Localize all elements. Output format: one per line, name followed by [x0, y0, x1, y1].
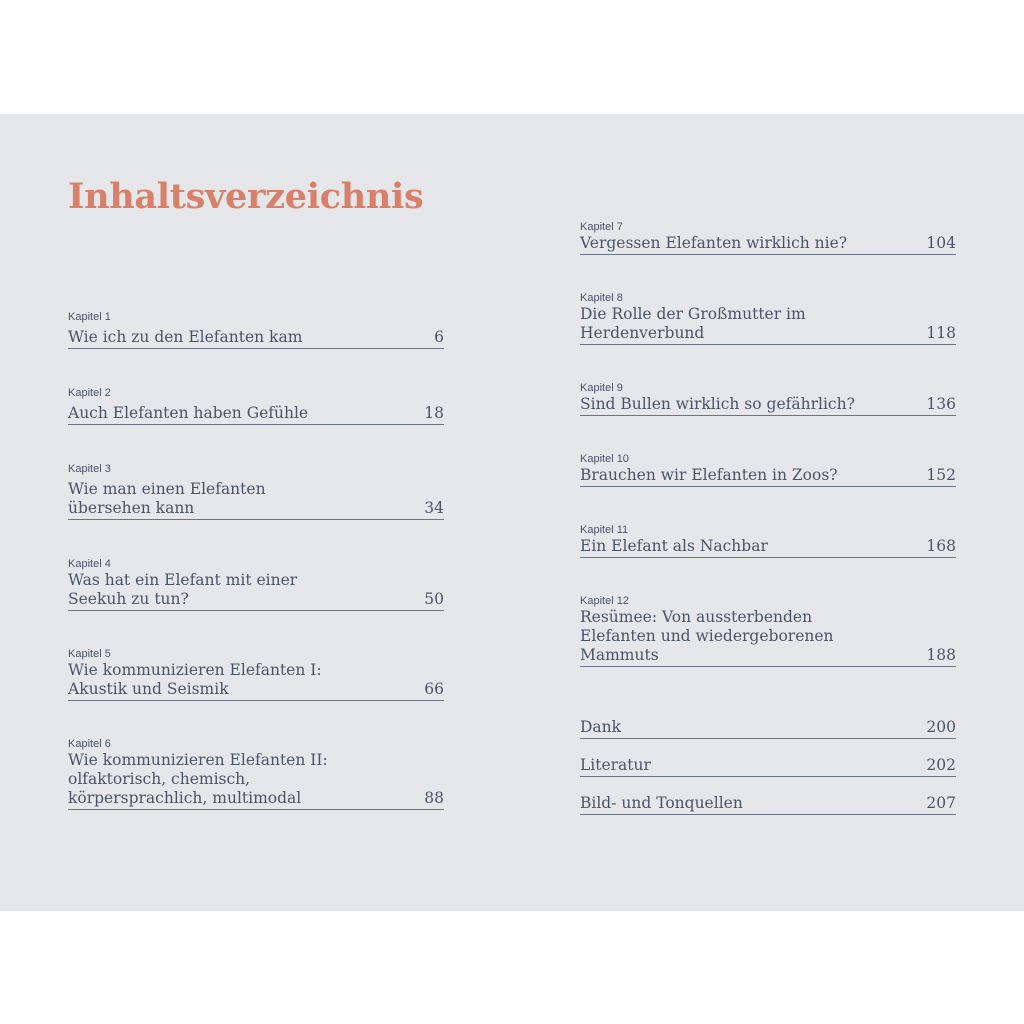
page-number: 152 [926, 466, 956, 484]
page-number: 202 [926, 756, 956, 774]
page-number: 118 [926, 324, 956, 342]
chapter-title: Sind Bullen wirklich so gefährlich? [580, 395, 855, 413]
chapter-label: Kapitel 2 [68, 387, 111, 399]
chapter-label: Kapitel 7 [580, 221, 623, 233]
chapter-title: Bild- und Tonquellen [580, 794, 743, 812]
toc-entry-bild-und-tonquellen[interactable] [580, 794, 956, 815]
toc-entry-literatur[interactable] [580, 756, 956, 777]
toc-entry-chapter-9[interactable] [580, 381, 956, 416]
page-number: 18 [424, 404, 444, 422]
toc-entry-chapter-6[interactable] [68, 737, 444, 810]
toc-entry-chapter-5[interactable] [68, 647, 444, 701]
page-number: 88 [424, 789, 444, 807]
chapter-title: Literatur [580, 756, 651, 774]
chapter-title: Ein Elefant als Nachbar [580, 537, 768, 555]
page-number: 6 [434, 328, 444, 346]
page-number: 200 [926, 718, 956, 736]
chapter-title: Wie man einen Elefanten übersehen kann [68, 480, 266, 517]
toc-entry-chapter-11[interactable] [580, 523, 956, 558]
chapter-label: Kapitel 5 [68, 648, 111, 660]
toc-entry-chapter-3[interactable] [68, 462, 444, 520]
chapter-label: Kapitel 3 [68, 463, 111, 475]
chapter-label: Kapitel 6 [68, 738, 111, 750]
toc-entry-chapter-7[interactable] [580, 220, 956, 255]
page-number: 188 [926, 646, 956, 664]
chapter-title: Auch Elefanten haben Gefühle [68, 404, 309, 422]
chapter-label: Kapitel 11 [580, 524, 629, 536]
toc-entry-chapter-4[interactable] [68, 557, 444, 611]
page-number: 168 [926, 537, 956, 555]
chapter-label: Kapitel 12 [580, 595, 629, 607]
chapter-title: Was hat ein Elefant mit einer Seekuh zu tun? [68, 571, 298, 608]
page-number: 50 [424, 590, 444, 608]
toc-entry-dank[interactable] [580, 718, 956, 739]
chapter-title: Resümee: Von aussterbenden Elefanten und wiedergeborenen Mammuts [580, 608, 834, 664]
chapter-label: Kapitel 8 [580, 292, 623, 304]
page-number: 66 [424, 680, 444, 698]
chapter-label: Kapitel 4 [68, 558, 111, 570]
toc-page [0, 114, 1024, 911]
chapter-label: Kapitel 10 [580, 453, 629, 465]
chapter-title: Die Rolle der Großmutter im Herdenverbund [580, 305, 806, 342]
toc-entry-chapter-12[interactable] [580, 594, 956, 667]
chapter-title: Vergessen Elefanten wirklich nie? [580, 234, 848, 252]
chapter-title: Dank [580, 718, 622, 736]
toc-entry-chapter-1[interactable] [68, 310, 444, 349]
chapter-label: Kapitel 9 [580, 382, 623, 394]
page-title: Inhaltsverzeichnis [68, 176, 424, 217]
page-number: 104 [926, 234, 956, 252]
toc-entry-chapter-8[interactable] [580, 291, 956, 345]
chapter-title: Wie kommunizieren Elefanten I: Akustik und Seismik [68, 661, 322, 698]
chapter-title: Wie ich zu den Elefanten kam [68, 328, 303, 346]
page-number: 34 [424, 499, 444, 517]
page-number: 136 [926, 395, 956, 413]
toc-entry-chapter-2[interactable] [68, 386, 444, 425]
chapter-label: Kapitel 1 [68, 311, 111, 323]
chapter-title: Brauchen wir Elefanten in Zoos? [580, 466, 838, 484]
toc-entry-chapter-10[interactable] [580, 452, 956, 487]
page-number: 207 [926, 794, 956, 812]
chapter-title: Wie kommunizieren Elefanten II: olfaktorisch, chemisch, körpersprachlich, multimodal [68, 751, 328, 807]
